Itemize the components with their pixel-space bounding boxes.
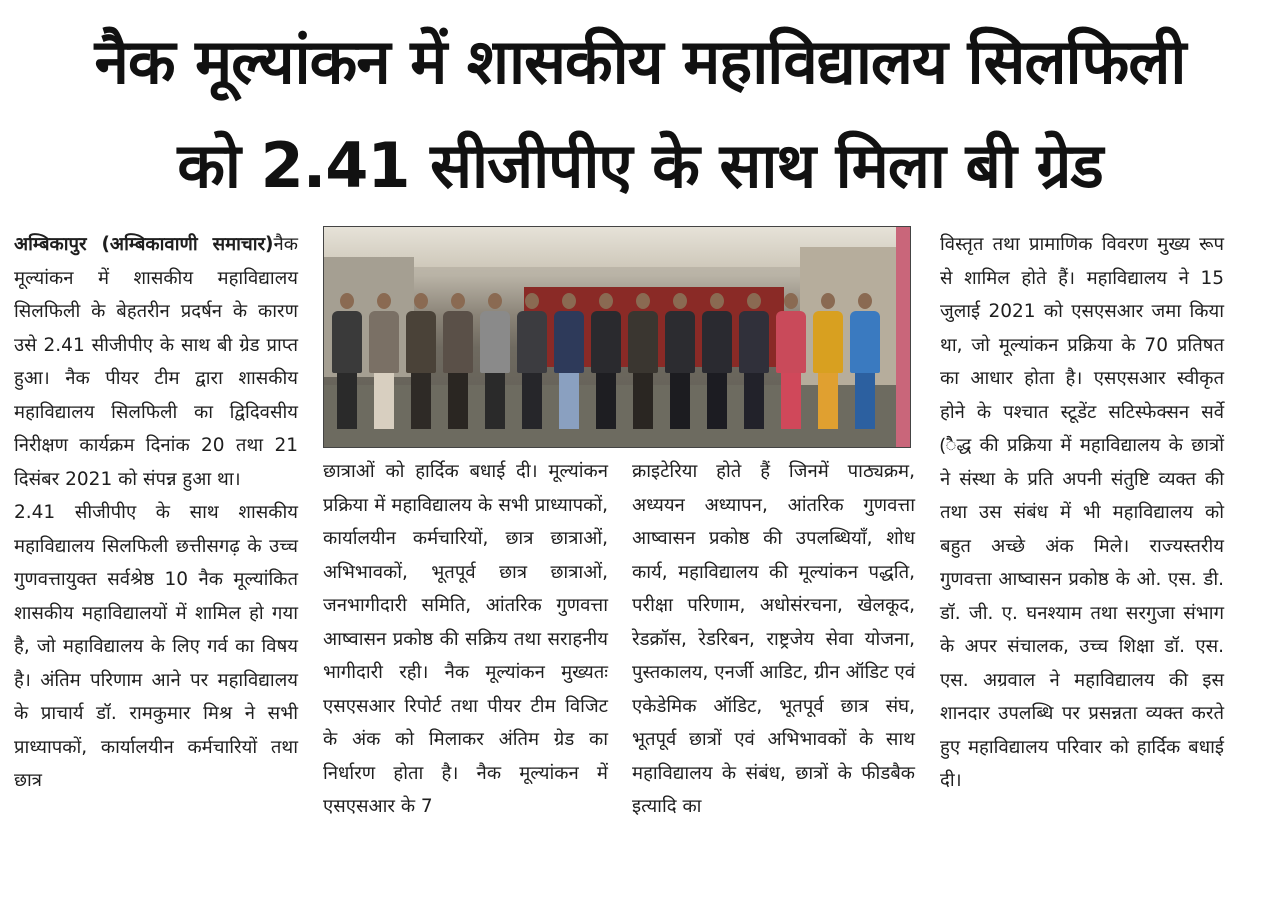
- person-body: [850, 311, 880, 373]
- person-legs: [707, 373, 727, 429]
- person-legs: [411, 373, 431, 429]
- person-body: [443, 311, 473, 373]
- person-head: [377, 293, 391, 309]
- person-body: [554, 311, 584, 373]
- person-head: [488, 293, 502, 309]
- person-legs: [559, 373, 579, 429]
- person-legs: [337, 373, 357, 429]
- person-legs: [485, 373, 505, 429]
- person-head: [747, 293, 761, 309]
- article-column-3: क्राइटेरिया होते हैं जिनमें पाठ्यक्रम, अध्ययन अध्यापन, आंतरिक गुणवत्ता आष्वासन प्रकोष्ठ की उपलब्धियाँ, शोध कार्य, महाविद्यालय की मूल्यांकन पद्धति, परीक्षा परिणाम, अधोसंरचना, खेलकूद, रेडक्रॉस, रेडरिबन, राष्ट्रजेय सेवा योजना, पुस्तकालय, एनर्जी आडिट, ग्रीन ऑडिट एवं एकेडेमिक ऑडिट, भूतपूर्व छात्र संघ, भूतपूर्व छात्रों एवं अभिभावकों के साथ महाविद्यालय के संबंध, छात्रों के फीडबैक इत्यादि का: [632, 461, 915, 817]
- photo-person: [665, 293, 695, 429]
- person-legs: [448, 373, 468, 429]
- person-body: [517, 311, 547, 373]
- group-photo: [323, 226, 911, 448]
- photo-person: [443, 293, 473, 429]
- person-legs: [633, 373, 653, 429]
- person-body: [369, 311, 399, 373]
- person-head: [784, 293, 798, 309]
- person-legs: [781, 373, 801, 429]
- person-body: [628, 311, 658, 373]
- person-legs: [744, 373, 764, 429]
- person-head: [599, 293, 613, 309]
- article-column-1: [14, 228, 298, 798]
- person-body: [702, 311, 732, 373]
- person-head: [562, 293, 576, 309]
- photo-person: [406, 293, 436, 429]
- article-column-4: विस्तृत तथा प्रामाणिक विवरण मुख्य रूप से शामिल होते हैं। महाविद्यालय ने 15 जुलाई 2021 को एसएसआर जमा किया था, जो मूल्यांकन प्रक्रिया के 70 प्रतिषत का आधार होता है। एसएसआर स्वीकृत होने के पश्चात स्टूडेंट सटिस्फेक्सन सर्वे (ैैद्ध की प्रक्रिया में महाविद्यालय के छात्रों ने संस्था के प्रति अपनी संतुष्टि व्यक्त की तथा उस संबंध में भी महाविद्यालय को बहुत अच्छे अंक मिले। राज्यस्तरीय गुणवत्ता आष्वासन प्रकोष्ठ के ओ. एस. डी. डॉ. जी. ए. घनश्याम तथा सरगुजा संभाग के अपर संचालक, उच्च शिक्षा डॉ. एस. एस. अग्रवाल ने महाविद्यालय की इस शानदार उपलब्धि पर प्रसन्नता व्यक्त करते हुए महाविद्यालय परिवार को हार्दिक बधाई दी।: [940, 234, 1224, 791]
- person-legs: [818, 373, 838, 429]
- person-head: [673, 293, 687, 309]
- person-head: [710, 293, 724, 309]
- photo-person: [554, 293, 584, 429]
- person-legs: [522, 373, 542, 429]
- person-head: [414, 293, 428, 309]
- photo-person: [369, 293, 399, 429]
- photo-person: [813, 293, 843, 429]
- headline-line-2: को 2.41 सीजीपीए के साथ मिला बी ग्रेड: [177, 129, 1103, 202]
- photo-curtain: [896, 227, 910, 447]
- person-legs: [596, 373, 616, 429]
- person-body: [813, 311, 843, 373]
- person-head: [821, 293, 835, 309]
- person-body: [739, 311, 769, 373]
- person-head: [451, 293, 465, 309]
- person-body: [480, 311, 510, 373]
- article-paragraph-1: नैक मूल्यांकन में शासकीय महाविद्यालय सिलफिली के बेहतरीन प्रदर्षन के कारण उसे 2.41 सीजीपीए के साथ बी ग्रेड प्राप्त हुआ। नैक पीयर टीम द्वारा शासकीय महाविद्यालय सिलफिली का द्विदिवसीय निरीक्षण कार्यक्रम दिनांक 20 तथा 21 दिसंबर 2021 को संपन्न हुआ था।: [14, 234, 298, 490]
- person-body: [591, 311, 621, 373]
- person-legs: [374, 373, 394, 429]
- person-legs: [855, 373, 875, 429]
- photo-person: [480, 293, 510, 429]
- person-body: [776, 311, 806, 373]
- person-body: [665, 311, 695, 373]
- person-head: [525, 293, 539, 309]
- photo-person: [628, 293, 658, 429]
- photo-person: [776, 293, 806, 429]
- article-column-2: छात्राओं को हार्दिक बधाई दी। मूल्यांकन प्रक्रिया में महाविद्यालय के सभी प्राध्यापकों, कार्यालयीन कर्मचारियों, छात्र छात्राओं, अभिभावकों, भूतपूर्व छात्र छात्राओं, जनभागीदारी समिति, आंतरिक गुणवत्ता आष्वासन प्रकोष्ठ की सक्रिय तथा सराहनीय भागीदारी रही। नैक मूल्यांकन मुख्यतः एसएसआर रिपोर्ट तथा पीयर टीम विजिट के अंक को मिलाकर अंतिम ग्रेड का निर्धारण होता है। नैक मूल्यांकन में एसएसआर के 7: [323, 461, 608, 817]
- person-body: [406, 311, 436, 373]
- person-legs: [670, 373, 690, 429]
- photo-person: [591, 293, 621, 429]
- photo-person: [739, 293, 769, 429]
- photo-person: [517, 293, 547, 429]
- article-paragraph-2: 2.41 सीजीपीए के साथ शासकीय महाविद्यालय सिलफिली छत्तीसगढ़ के उच्च गुणवत्तायुक्त सर्वश्रेष्ठ 10 नैक मूल्यांकित शासकीय महाविद्यालयों में शामिल हो गया है, जो महाविद्यालय के लिए गर्व का विषय है। अंतिम परिणाम आने पर महाविद्यालय के प्राचार्य डॉ. रामकुमार मिश्र ने सभी प्राध्यापकों, कार्यालयीन कर्मचारियों तथा छात्र: [14, 502, 298, 791]
- person-head: [636, 293, 650, 309]
- photo-person: [332, 293, 362, 429]
- person-head: [858, 293, 872, 309]
- headline-line-1: नैक मूल्यांकन में शासकीय महाविद्यालय सिलफिली: [94, 25, 1186, 98]
- photo-person: [702, 293, 732, 429]
- person-body: [332, 311, 362, 373]
- photo-person: [850, 293, 880, 429]
- dateline: अम्बिकापुर (अम्बिकावाणी समाचार): [14, 234, 274, 255]
- person-head: [340, 293, 354, 309]
